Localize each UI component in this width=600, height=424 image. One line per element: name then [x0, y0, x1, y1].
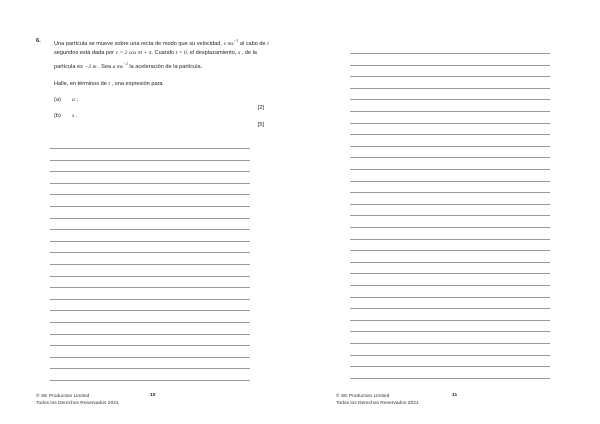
footer-left: [36, 393, 119, 407]
displacement-symbol: s: [237, 50, 241, 57]
answer-line: [350, 250, 550, 251]
answer-line: [350, 111, 550, 112]
stem-text-3: segundos está dada por: [54, 50, 116, 57]
answer-line: [350, 88, 550, 89]
time-symbol: t: [267, 40, 269, 47]
answer-line: [50, 194, 250, 195]
answer-line: [350, 355, 550, 356]
part-a-expression: a ;: [72, 97, 79, 103]
answer-line: [350, 123, 550, 124]
right-page: [300, 0, 600, 424]
answer-line: [50, 287, 250, 288]
answer-line: [50, 183, 250, 184]
page-number-left: 10: [150, 393, 156, 398]
part-b-marks: [5]: [257, 122, 264, 128]
question-stem: [54, 36, 270, 73]
acceleration-symbol: a ms: [112, 63, 124, 70]
answer-line: [350, 53, 550, 54]
part-b-expression: s .: [72, 113, 77, 119]
stem-text-6: , de la partícula es: [54, 50, 257, 70]
answer-line: [50, 345, 250, 346]
answer-line: [350, 134, 550, 135]
copyright-line: © SE Production Limited: [336, 394, 390, 399]
rights-line: Todos los Derechos Reservados 2021: [336, 401, 419, 406]
answer-line: [350, 157, 550, 158]
answer-line: [50, 299, 250, 300]
answer-line: [350, 343, 550, 344]
velocity-equation: v = 2 cos πt + π: [115, 50, 152, 57]
answer-line: [50, 276, 250, 277]
answer-line: [350, 192, 550, 193]
copyright-line: © SE Production Limited: [36, 394, 90, 399]
answer-line: [50, 241, 250, 242]
answer-line: [350, 204, 550, 205]
answer-line: [50, 252, 250, 253]
answer-line: [350, 285, 550, 286]
answer-line: [50, 380, 250, 381]
answer-line: [50, 171, 250, 172]
answer-line: [50, 357, 250, 358]
question-number: 6.: [36, 38, 41, 44]
answer-line: [350, 65, 550, 66]
stem-text-8: la aceleración de la partícula.: [127, 63, 203, 70]
answer-line: [350, 76, 550, 77]
answer-line: [350, 181, 550, 182]
answer-line: [50, 368, 250, 369]
answer-line: [50, 218, 250, 219]
stem-text-5: , el desplazamiento,: [186, 50, 238, 57]
answer-line: [50, 264, 250, 265]
answer-line: [350, 262, 550, 263]
answer-line: [350, 227, 550, 228]
velocity-symbol: v ms: [223, 40, 234, 47]
part-a-marks: [2]: [257, 105, 264, 111]
initial-time-condition: t = 0: [175, 50, 187, 57]
answer-line: [350, 99, 550, 100]
acceleration-exponent: −2: [123, 61, 128, 67]
answer-lines-right[interactable]: [350, 53, 550, 380]
answer-line: [350, 215, 550, 216]
answer-line: [50, 229, 250, 230]
answer-line: [50, 148, 250, 149]
footer-right: [336, 393, 419, 407]
initial-displacement: −3 m: [84, 63, 97, 70]
prompt-text-2: , una expresión para: [109, 81, 163, 87]
answer-line: [50, 206, 250, 207]
answer-line: [50, 160, 250, 161]
answer-line: [350, 239, 550, 240]
answer-line: [350, 366, 550, 367]
answer-line: [350, 331, 550, 332]
prompt-text-1: Halle, en términos de: [54, 81, 109, 87]
part-a-label: (a): [54, 97, 61, 103]
stem-text-1: Una partícula se mueve sobre una recta de modo que su velocidad,: [54, 40, 224, 47]
answer-lines-left[interactable]: [50, 148, 250, 380]
answer-line: [350, 320, 550, 321]
question-prompt: [54, 81, 163, 87]
answer-line: [350, 169, 550, 170]
part-b-label: (b): [54, 113, 61, 119]
answer-line: [50, 310, 250, 311]
answer-line: [50, 322, 250, 323]
rights-line: Todos los Derechos Reservados 2021: [36, 401, 119, 406]
answer-line: [350, 378, 550, 379]
prompt-variable: t: [108, 81, 110, 87]
answer-line: [350, 308, 550, 309]
answer-line: [350, 273, 550, 274]
answer-line: [350, 146, 550, 147]
stem-text-2: al cabo de: [238, 40, 268, 47]
page-number-right: 11: [452, 393, 458, 398]
answer-line: [350, 297, 550, 298]
velocity-exponent: −1: [233, 38, 239, 43]
stem-text-7: . Sea: [96, 63, 113, 70]
answer-line: [50, 334, 250, 335]
stem-text-4: . Cuando: [151, 50, 176, 57]
